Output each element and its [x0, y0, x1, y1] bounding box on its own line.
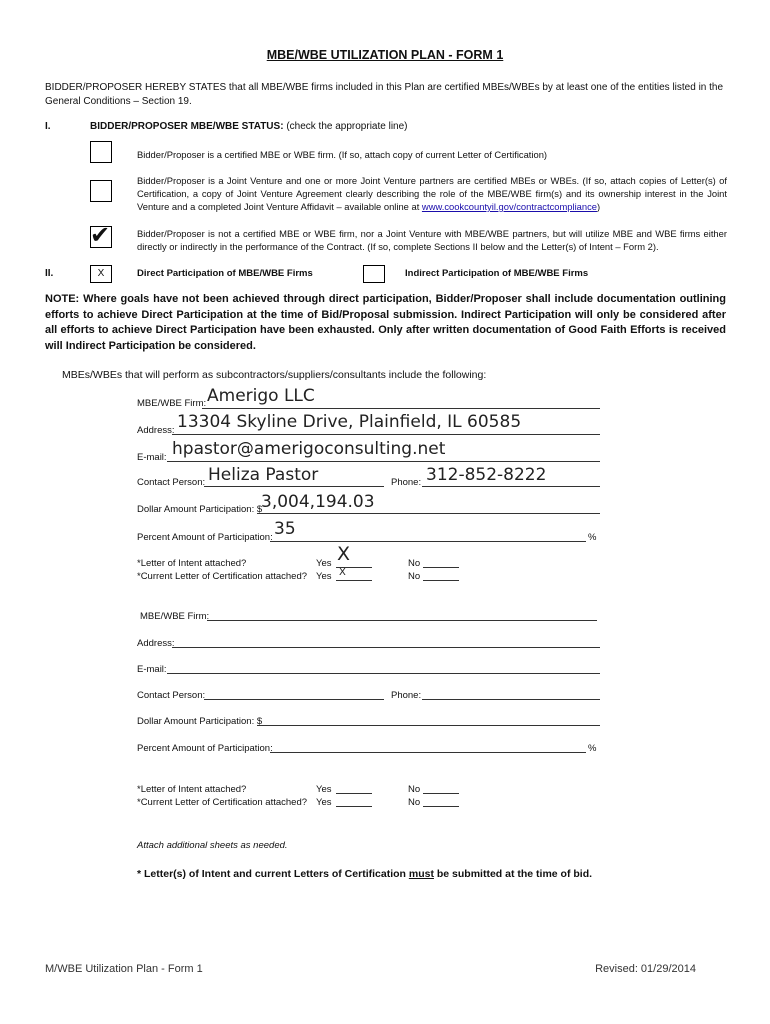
firm1-contact-value: Heliza Pastor — [208, 465, 319, 485]
attach-note: Attach additional sheets as needed. — [137, 840, 288, 851]
section-1-numeral: I. — [45, 121, 51, 132]
participation-note: NOTE: Where goals have not been achieved through direct participation, Bidder/Proposer shall include documentation outlining efforts to achieve Direct Participation at the time of Bid/Proposal submission. Indirect Participation will only be considered after all efforts to achieve Direct Participation have been exhausted. Only after written documentation of Good Faith Efforts is received will Indirect Participation be considered. — [45, 293, 726, 352]
firm2-email-label: E-mail: — [137, 664, 167, 675]
firm1-contact-field[interactable] — [204, 486, 384, 487]
firm1-address-value: 13304 Skyline Drive, Plainfield, IL 60585 — [177, 412, 522, 432]
firm2-loi-no-field[interactable] — [423, 793, 459, 794]
intro-statement: BIDDER/PROPOSER HEREBY STATES that all MBE/WBE firms included in this Plan are certified MBEs/WBEs by at least one of the entities listed in the General Conditions – Section 19. — [45, 82, 724, 107]
firm1-loi-no-field[interactable] — [423, 567, 459, 568]
firm2-dollar-label: Dollar Amount Participation: $ — [137, 716, 263, 727]
firm2-dollar-field[interactable] — [257, 725, 600, 726]
firm1-address-field[interactable] — [172, 434, 600, 435]
firm1-email-field[interactable] — [167, 461, 600, 462]
section-2-numeral: II. — [45, 268, 54, 279]
direct-participation-label: Direct Participation of MBE/WBE Firms — [137, 268, 313, 279]
section-1-title: BIDDER/PROPOSER MBE/WBE STATUS: — [90, 121, 284, 132]
contract-compliance-link[interactable]: www.cookcountyil.gov/contractcompliance — [421, 201, 598, 212]
firm1-email-value: hpastor@amerigoconsulting.net — [172, 439, 446, 459]
firm1-cert-no-label: No — [408, 571, 421, 582]
firm1-firm-value: Amerigo LLC — [207, 386, 315, 406]
firm2-percent-sign: % — [588, 743, 597, 754]
firm2-cert-no-field[interactable] — [423, 806, 459, 807]
firm1-firm-field[interactable] — [202, 408, 600, 409]
mbe-intro: MBEs/WBEs that will perform as subcontractors/suppliers/consultants include the following: — [62, 369, 487, 381]
firm2-loi-no-label: No — [408, 784, 421, 795]
firm1-percent-label: Percent Amount of Participation: — [137, 532, 273, 543]
firm1-loi-label: *Letter of Intent attached? — [137, 558, 247, 569]
section-1-heading — [90, 121, 408, 132]
firm1-email-label: E-mail: — [137, 452, 167, 463]
firm1-cert-no-field[interactable] — [423, 580, 459, 581]
status-option-not-certified: Bidder/Proposer is not a certified MBE or WBE firm, nor a Joint Venture with MBE/WBE partners, but will utilize MBE and WBE firms either directly or indirectly in the performance of the Contract. (If so, complete Sections II below and the Letter(s) of Intent – Form 2). — [137, 228, 727, 252]
firm2-cert-yes-field[interactable] — [336, 806, 372, 807]
indirect-participation-checkbox[interactable] — [363, 265, 385, 283]
firm2-firm-field[interactable] — [207, 620, 597, 621]
firm2-percent-label: Percent Amount of Participation: — [137, 743, 273, 754]
firm1-phone-label: Phone: — [391, 477, 422, 488]
status-option-certified: Bidder/Proposer is a certified MBE or WBE firm. (If so, attach copy of current Letter of Certification) — [137, 149, 548, 160]
firm1-dollar-label: Dollar Amount Participation: $ — [137, 504, 263, 515]
firm2-contact-label: Contact Person: — [137, 690, 206, 701]
firm2-cert-label: *Current Letter of Certification attached? — [137, 797, 308, 808]
firm1-loi-yes-label: Yes — [316, 558, 332, 569]
firm1-percent-value: 35 — [274, 519, 296, 539]
submission-note-end: be submitted at the time of bid. — [433, 868, 593, 880]
firm2-phone-field[interactable] — [422, 699, 600, 700]
firm1-phone-field[interactable] — [422, 486, 600, 487]
status-option-joint-venture-close: ) — [597, 201, 601, 212]
firm2-cert-no-label: No — [408, 797, 421, 808]
firm1-cert-yes-label: Yes — [316, 571, 332, 582]
firm2-loi-yes-field[interactable] — [336, 793, 372, 794]
firm1-dollar-field[interactable] — [257, 513, 600, 514]
firm1-cert-label: *Current Letter of Certification attached? — [137, 571, 308, 582]
section-1-instruction: (check the appropriate line) — [286, 121, 408, 132]
firm2-address-field[interactable] — [172, 647, 600, 648]
firm2-loi-label: *Letter of Intent attached? — [137, 784, 247, 795]
firm2-percent-field[interactable] — [270, 752, 586, 753]
firm1-address-label: Address: — [137, 425, 175, 436]
firm1-phone-value: 312-852-8222 — [426, 465, 547, 485]
firm1-percent-sign: % — [588, 532, 597, 543]
firm1-dollar-value: 3,004,194.03 — [261, 492, 375, 512]
firm1-cert-yes-mark: X — [339, 567, 346, 578]
indirect-participation-label: Indirect Participation of MBE/WBE Firms — [405, 268, 589, 279]
firm1-loi-yes-mark: X — [337, 543, 351, 565]
status-option-joint-venture-text: Bidder/Proposer is a Joint Venture and one or more Joint Venture partners are certified MBEs or WBEs. (If so, attach copies of Letter(s) of Certification, a copy of Joint Venture Agreement clearly describing the role of the MBE/WBE firm(s) and its ownership interest in the Joint Venture and a completed Joint Venture Affidavit – available online at — [137, 175, 727, 212]
form-title: MBE/WBE UTILIZATION PLAN - FORM 1 — [266, 48, 504, 62]
firm1-contact-label: Contact Person: — [137, 477, 206, 488]
firm2-firm-label: MBE/WBE Firm: — [140, 611, 210, 622]
firm1-firm-label: MBE/WBE Firm: — [137, 398, 207, 409]
submission-note-text: * Letter(s) of Intent and current Letters of Certification — [137, 868, 409, 880]
status-checkbox-certified[interactable] — [90, 141, 112, 163]
submission-note-emphasis: must — [408, 868, 434, 880]
firm2-address-label: Address: — [137, 638, 175, 649]
firm2-email-field[interactable] — [167, 673, 600, 674]
firm2-phone-label: Phone: — [391, 690, 422, 701]
checkmark-icon: ✔ — [90, 222, 111, 249]
firm1-percent-field[interactable] — [270, 541, 586, 542]
direct-participation-checkbox[interactable]: X — [90, 265, 112, 283]
submission-note — [137, 868, 592, 880]
firm2-cert-yes-label: Yes — [316, 797, 332, 808]
firm2-contact-field[interactable] — [204, 699, 384, 700]
firm1-cert-yes-field[interactable] — [336, 580, 372, 581]
footer-form-name: M/WBE Utilization Plan - Form 1 — [45, 963, 203, 975]
status-checkbox-joint-venture[interactable] — [90, 180, 112, 202]
footer-revision-date: Revised: 01/29/2014 — [595, 963, 696, 975]
status-option-joint-venture — [137, 174, 727, 213]
firm1-loi-no-label: No — [408, 558, 421, 569]
firm2-loi-yes-label: Yes — [316, 784, 332, 795]
